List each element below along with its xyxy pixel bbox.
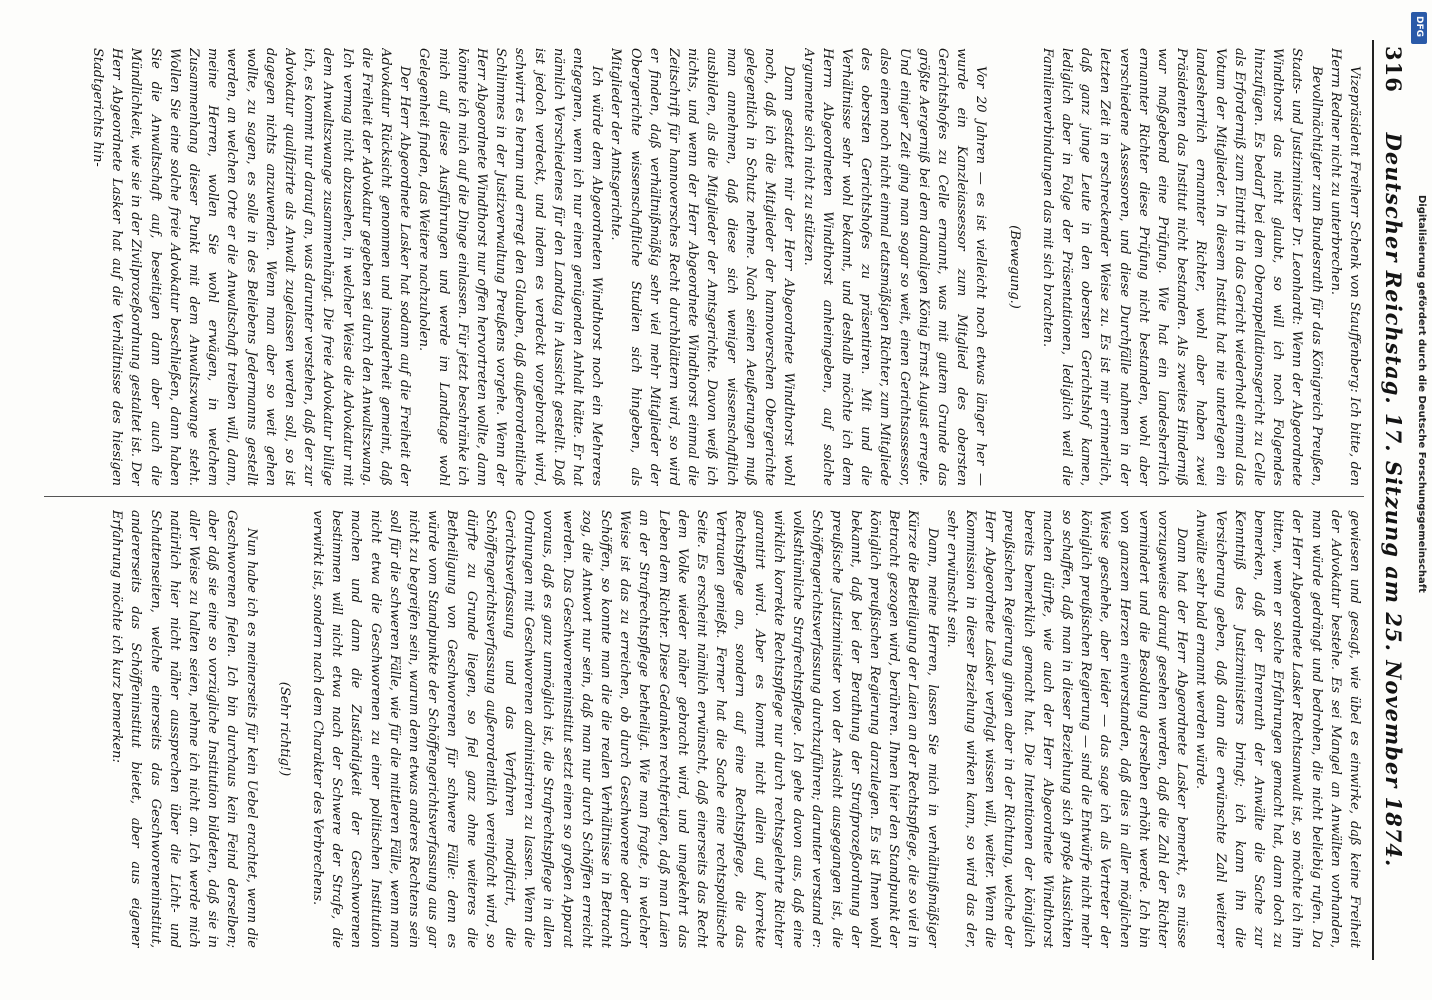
column-divider: [44, 496, 1364, 497]
body-paragraph: Vor 20 Jahren — es ist vielleicht noch etwas länger her — wurde ein Kanzleiassessor zum Mitglied des obersten Gerichtshofes zu Celle ernannt, was mit gutem Grunde das größte Aergerniß bei dem damaligen König Ernst August erregte. Und einiger Zeit ging man sogar so weit, einen Gerichtsassessor, also einen noch nicht einmal etatsmäßigen Richter, zum Mitgliede des obersten Gerichtshofes zu präsentiren. Mit und die Verhältnisse sehr wohl bekannt, und deshalb möchte ich dem Herrn Abgeordneten Windthorst anheimgeben, auf solche Argumente sich nicht zu stützen.: [800, 48, 989, 486]
speaker-paragraph: Vizepräsident Freiherr Schenk von Stauffenberg: Ich bitte, den Herrn Redner nicht zu unterbrechen.: [1327, 48, 1362, 486]
digitization-note-text: Digitalisierung gefördert durch die Deutsche Forschungsgemeinschaft: [1416, 195, 1427, 593]
interjection: (Sehr richtig!): [276, 681, 292, 777]
body-paragraph: Der Herr Abgeordnete Lasker hat sodann auf die Freiheit der Advokatur Rücksicht genommen und insonderheit gemeint, daß die Freiheit der Advokatur gegeben sei durch den Anwaltszwang. Ich vermag nicht abzusehen, in welcher Weise die Advokatur mit dem Anwaltszwange zusammenhängt. Die freie Advokatur billige ich, es kommt nur darauf an, was darunter verstehen, daß der zur Advokatur qualifizirte als Anwalt zugelassen werden soll, so ist dagegen nichts anzuwenden. Wenn man aber so weit gehen wollte, zu sagen, es solle in des Beliebens Jedermanns gestellt werden, an welchen Orte er die Anwaltschaft treiben will, dann, meine Herren, wollen Sie wohl erwägen, in welchem Zusammenhang dieser Punkt mit dem Anwaltszwange steht. Wollen Sie eine solche freie Advokatur beschließen, dann haben Sie die Anwaltschaft auf, beseitigen dann aber auch die Mündlichkeit, wie sie in der Zivilprozeßordnung gestaltet ist. Der Herr Abgeordnete Lasker hat auf die Verhältnisse des hiesigen Stadtgerichts hin-: [90, 48, 413, 486]
right-column: [34, 510, 1364, 948]
left-column: [34, 48, 1364, 486]
body-paragraph: Nun habe ich es meinerseits für kein Uebel erachtet, wenn die Geschworenen fielen. Ich bin durchaus kein Feind derselben; aber daß sie eine so vorzügliche Institution bildeten, daß sie in aller Weise zu halten seien, nehme ich nicht an. Ich werde mich natürlich hier nicht näher aussprechen über die Licht- und Schattenseiten, welche einerseits das Geschworeneninstitut, andererseits das Schöffeninstitut bietet, aber aus eigener Erfahrung möchte ich kurz bemerken:: [109, 510, 259, 948]
digitization-note: [1405, 195, 1431, 995]
body-paragraph: Bevollmächtigter zum Bundesrath für das Königreich Preußen, Staats- und Justizminister Dr. Leonhardt: Wenn der Abgeordnete Windthorst das nicht glaubt, so will ich noch Folgendes hinzufügen. Es bedarf bei dem Oberappellationsgericht zu Celle als Erforderniß zum Eintritt in das Gericht wiederholt einmal das Votum der Mitglieder. In diesem Institut hat nie unterlegen ein landesherrlich ernannter Richter, wohl aber haben zwei Präsidenten das Institut nicht bestanden. Als zweites Hinderniß war maßgebend eine Prüfung. Wie hat ein landesherrlich ernannter Richter diese Prüfung nicht bestanden, wohl aber verschiedene Assessoren, und diese Durchfälle nahmen in der letzten Zeit in erschreckender Weise zu. Es ist mir erinnerlich, daß ganz junge Leute in den obersten Gerichtshof kamen, lediglich aber in Folge der Präsentationen, lediglich weil die Familienverbindungen das mit sich brachten.: [1039, 48, 1324, 486]
body-paragraph: Dann, meine Herren, lassen Sie mich in verhältnißmäßiger Kürze die Beteiligung der Laien an der Rechtspflege, die so viel in Betracht gezogen wird, berühren. Ihnen hier den Standpunkt der königlich preußischen Regierung darzulegen. Es ist Ihnen wohl bekannt, daß bei der Berathung der Strafprozeßordnung der preußische Justizminister von der Ansicht ausgegangen ist, die Schöffengerichtsverfassung durchzuführen; darunter verstand er: volksthümliche Strafrechtspflege. Ich gehe davon aus, daß eine wirklich korrekte Rechtspflege nur durch rechtsgelehrte Richter garantirt wird. Aber es kommt nicht allein auf korrekte Rechtspflege an, sondern auf eine Rechtspflege, die das Vertrauen genießt. Ferner hat die Sache eine rechtspolitische Seite. Es erscheint nämlich erwünscht, daß einerseits das Recht dem Volke wieder näher gebracht wird, und umgekehrt das Leben dem Richter. Diese Gedanken rechtfertigen, daß man Laien an der Strafrechtspflege betheiligt. Wie man fragte, in welcher Weise ist das zu erreichen, ob durch Geschworene oder durch Schöffen, so konnte man die die realen Verhältnisse in Betracht zog, die Antwort nur sein, daß man nur durch Schöffen erreicht werden. Das Geschworeneninstitut setzt einen so großen Apparat voraus, daß es ganz unmöglich ist, die Strafrechtspflege in allen Ordnungen mit Geschworenen administriren zu lassen. Wenn die Gerichtsverfassung und das Verfahren modificirt, die Schöffengerichtsverfassung außerordentlich vereinfacht wird, so dürfte zu Grunde liegen, so fiel ganz ohne weiteres die Betheiligung von Geschworenen für schwere Fälle: denn es würde vom Standpunkte der Schöffengerichtsverfassung aus gar nicht zu begreifen sein, warum denn etwas anderes Rechtens sein soll für die schweren Fälle, wie für die mittleren Fälle, wenn man nicht etwa die Geschworenen zu einer politischen Institution machen und dann die Zuständigkeit der Geschworenen bestimmen will nicht etwa nach der Schwere der Strafe, die verwirkt ist, sondern nach dem Charakter des Verbrechens.: [310, 510, 940, 948]
dfg-logo-text: DFG: [1414, 16, 1424, 38]
rotated-page: [20, 40, 1410, 960]
page-number: 316: [1381, 46, 1406, 93]
running-title: Deutscher Reichstag. 17. Sitzung am 25. November 1874.: [1381, 132, 1406, 868]
body-paragraph: Ich würde dem Abgeordneten Windthorst noch ein Mehreres entgegnen, wenn ich nur einen genügenden Anhalt hätte. Er hat nämlich Verschiedenes für den Landtag in Aussicht gestellt. Daß ist jedoch verdeckt, und indem es verdeckt vorgebracht wird, schwirrt es herum und erregt den Glauben, daß außerordentliche Schlimmes in der Justizverwaltung Preußens vorgehe. Wenn der Herr Abgeordnete Windthorst nur offen hervortreten wollte, dann könnte ich mich auf die Dinge einlassen. Für jetzt beschränke ich mich auf diese Ausführungen und werde im Landtage wohl Gelegenheit finden, das Weitere nachzuholen.: [416, 48, 605, 486]
body-paragraph: Dann hat der Herr Abgeordnete Lasker bemerkt, es müsse vorzugsweise darauf gesehen werden, daß die Zahl der Richter vermindert und die Besoldung derselben erhöht werde. Ich bin von ganzem Herzen einverstanden, daß dies in aller möglichen Weise geschehe, aber leider — das sage ich als Vertreter der königlich preußischen Regierung — sind die Entwürfe nicht mehr so schaffen, daß man in dieser Beziehung sich große Aussichten machen dürfte, wie auch der Herr Abgeordnete Windthorst bereits bemerklich gemacht hat. Die Intentionen der königlich preußischen Regierung gingen aber in der Richtung, welche der Herr Abgeordnete Lasker verfolgt wissen will, weiter. Wenn die Kommission in dieser Beziehung wirken kann, so wird das der, sehr erwünscht sein.: [943, 510, 1190, 948]
body-paragraph: gewiesen und gesagt, wie übel es einwirke, daß keine Freiheit der Advokatur bestehe. Es sei Mangel an Anwälten vorhanden, man würde gedrängt und bedrohen, die nicht beliebig rufen. Da der Herr Abgeordnete Lasker Rechtsanwalt ist, so möchte ich ihn bitten, wenn er solche Erfahrungen gemacht hat, dann doch zu bemerken, daß der Ehrenrath der Anwälte die Sache zur Kenntniß des Justizministers bringt; ich kann ihn die Versicherung geben, daß dann die erwünschte Zahl weiterer Anwälte sehr bald ernannt werden würde.: [1193, 510, 1362, 948]
body-paragraph: Dann gestattet mir der Herr Abgeordnete Windthorst wohl noch, daß ich die Mitglieder der hannoverschen Obergerichte gelegentlich in Schutz nehme. Nach seinen Aeußerungen muß man annehmen, daß diese sich weniger wissenschaftlich ausbilden, als die Mitglieder der Amtsgerichte. Davon weiß ich nichts, und wenn der Herr Abgeordnete Windthorst einmal die Zeitschrift für hannoversches Recht durchblättern wird, so wird er finden, daß verhältnißmäßig sehr viel mehr Mitglieder der Obergerichte wissenschaftliche Studien sich hingeben, als Mitglieder der Amtsgerichte.: [608, 48, 797, 486]
dfg-logo: [1411, 12, 1427, 44]
interjection: (Bewegung.): [1006, 225, 1022, 309]
